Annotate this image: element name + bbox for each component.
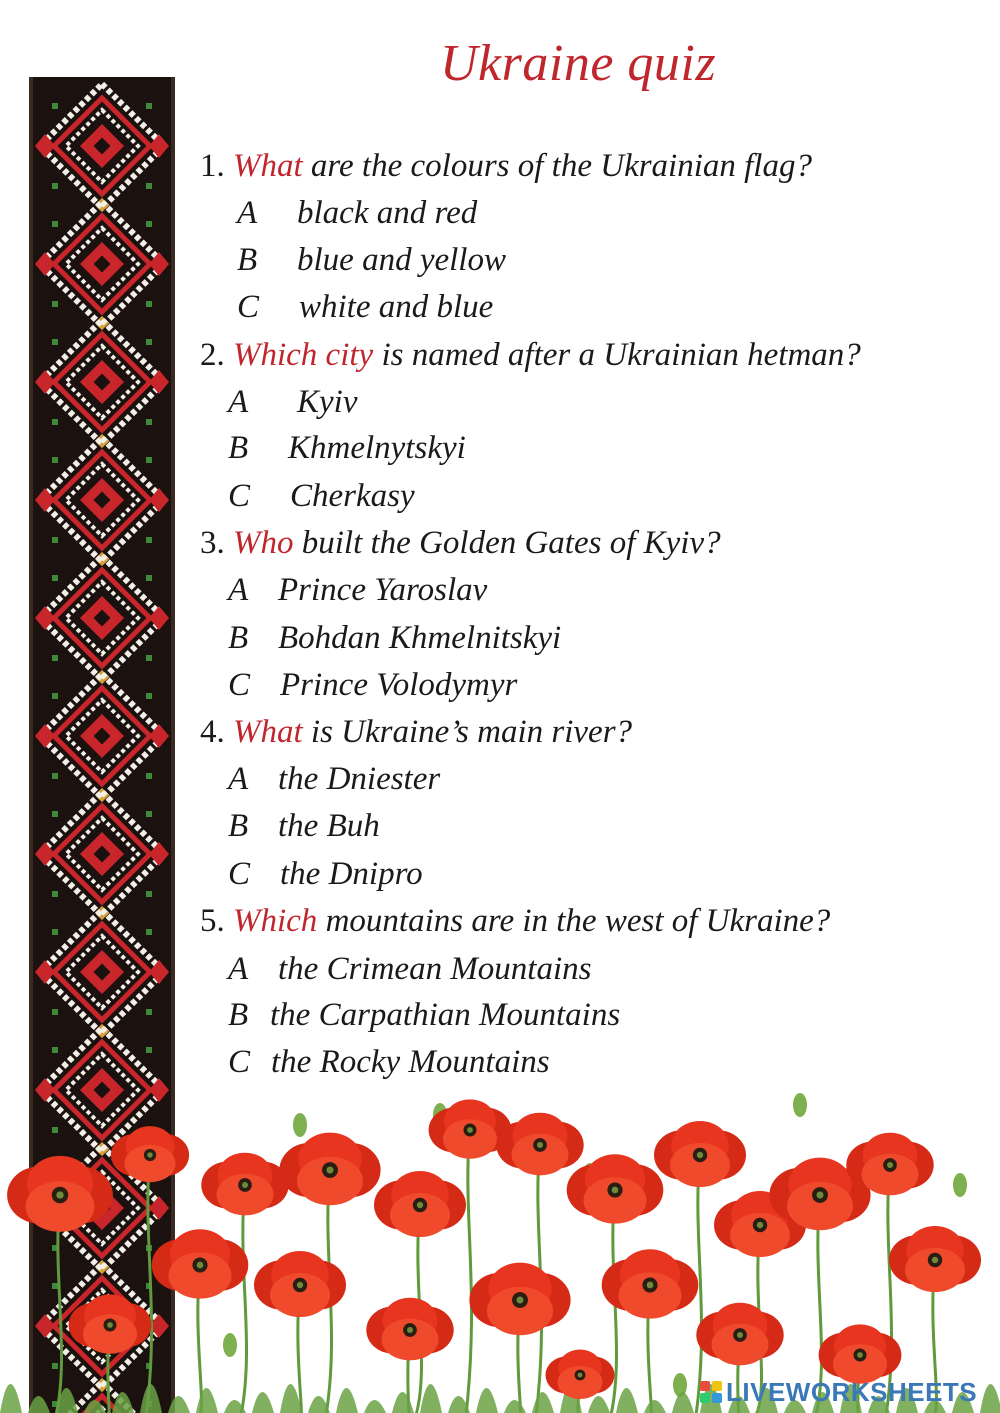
poppy-stem bbox=[241, 1185, 247, 1413]
question-text: is named after a Ukrainian hetman? bbox=[381, 337, 861, 373]
question-text: is Ukraine’s main river? bbox=[310, 714, 633, 750]
option-5c[interactable] bbox=[228, 1046, 550, 1079]
poppy-icon bbox=[654, 1121, 746, 1187]
poppy-icon bbox=[889, 1226, 981, 1292]
poppy-icon bbox=[366, 1298, 453, 1361]
question-3 bbox=[200, 527, 721, 560]
poppy-stem bbox=[466, 1130, 472, 1413]
option-letter: C bbox=[228, 478, 251, 514]
poppy-leaf bbox=[420, 1384, 442, 1413]
poppy-icon bbox=[374, 1171, 466, 1237]
question-1 bbox=[200, 150, 812, 183]
option-1c[interactable] bbox=[237, 291, 493, 324]
option-5b[interactable] bbox=[228, 999, 620, 1032]
option-text: the Rocky Mountains bbox=[271, 1044, 550, 1080]
option-letter: B bbox=[228, 430, 249, 466]
option-letter: A bbox=[228, 572, 249, 608]
option-text: the Carpathian Mountains bbox=[270, 997, 621, 1033]
poppy-icon bbox=[696, 1303, 783, 1366]
question-text: built the Golden Gates of Kyiv? bbox=[301, 525, 721, 561]
option-text: Prince Yaroslav bbox=[278, 572, 488, 608]
poppy-stem bbox=[146, 1155, 152, 1413]
question-number: 4. bbox=[200, 714, 225, 750]
option-letter: A bbox=[237, 195, 258, 231]
poppy-bud bbox=[223, 1333, 237, 1357]
poppy-leaf bbox=[476, 1388, 498, 1413]
question-keyword: What bbox=[233, 714, 303, 750]
option-text: the Dniester bbox=[278, 761, 441, 797]
poppy-icon bbox=[469, 1263, 570, 1336]
watermark-text: LIVEWORKSHEETS bbox=[726, 1376, 978, 1407]
poppy-leaf bbox=[84, 1400, 106, 1413]
page-title: Ukraine quiz bbox=[440, 35, 717, 92]
question-2 bbox=[200, 339, 861, 372]
option-text: blue and yellow bbox=[297, 242, 506, 278]
option-letter: B bbox=[228, 808, 249, 844]
poppy-icon bbox=[69, 1294, 152, 1353]
option-letter: C bbox=[237, 289, 260, 325]
poppy-icon bbox=[279, 1133, 380, 1206]
poppy-leaf bbox=[336, 1388, 358, 1413]
poppy-leaf bbox=[532, 1392, 554, 1413]
poppy-leaf bbox=[644, 1400, 666, 1413]
option-text: Khmelnytskyi bbox=[288, 430, 466, 466]
question-keyword: Which city bbox=[233, 337, 374, 373]
option-5a[interactable] bbox=[228, 953, 591, 986]
question-keyword: Who bbox=[233, 525, 294, 561]
question-text: are the colours of the Ukrainian flag? bbox=[310, 148, 812, 184]
poppy-leaf bbox=[504, 1400, 526, 1413]
option-text: the Buh bbox=[278, 808, 380, 844]
question-5 bbox=[200, 905, 830, 938]
option-2a[interactable] bbox=[228, 386, 357, 419]
option-3a[interactable] bbox=[228, 574, 487, 607]
option-letter: B bbox=[228, 997, 249, 1033]
option-letter: C bbox=[228, 1044, 251, 1080]
option-text: white and blue bbox=[299, 289, 494, 325]
option-4c[interactable] bbox=[228, 858, 423, 891]
option-letter: B bbox=[228, 620, 249, 656]
option-letter: B bbox=[237, 242, 258, 278]
option-1b[interactable] bbox=[237, 244, 506, 277]
poppy-leaf bbox=[392, 1392, 414, 1413]
option-letter: A bbox=[228, 384, 249, 420]
poppy-bud bbox=[953, 1173, 967, 1197]
poppy-leaf bbox=[980, 1384, 1000, 1413]
option-4a[interactable] bbox=[228, 763, 440, 796]
poppy-bud bbox=[793, 1093, 807, 1117]
poppy-leaf bbox=[140, 1384, 162, 1413]
option-text: Bohdan Khmelnitskyi bbox=[278, 620, 562, 656]
option-text: black and red bbox=[297, 195, 478, 231]
poppy-leaf bbox=[588, 1396, 610, 1413]
liveworksheets-logo-icon bbox=[700, 1381, 722, 1403]
question-number: 5. bbox=[200, 903, 225, 939]
poppy-icon bbox=[201, 1153, 288, 1216]
option-3c[interactable] bbox=[228, 669, 517, 702]
poppy-leaf bbox=[616, 1388, 638, 1413]
question-text: mountains are in the west of Ukraine? bbox=[325, 903, 831, 939]
poppy-icon bbox=[7, 1156, 113, 1232]
poppy-leaf bbox=[28, 1396, 50, 1413]
option-letter: C bbox=[228, 856, 251, 892]
option-2c[interactable] bbox=[228, 480, 415, 513]
question-number: 1. bbox=[200, 148, 225, 184]
poppy-icon bbox=[111, 1126, 189, 1182]
poppy-icon bbox=[546, 1350, 615, 1400]
option-1a[interactable] bbox=[237, 197, 477, 230]
poppy-leaf bbox=[252, 1392, 274, 1413]
option-4b[interactable] bbox=[228, 810, 380, 843]
option-2b[interactable] bbox=[228, 432, 466, 465]
option-letter: A bbox=[228, 951, 249, 987]
poppy-leaf bbox=[196, 1388, 218, 1413]
poppy-leaf bbox=[672, 1392, 694, 1413]
poppy-bud bbox=[293, 1113, 307, 1137]
question-keyword: Which bbox=[233, 903, 318, 939]
watermark bbox=[700, 1377, 977, 1407]
option-text: the Crimean Mountains bbox=[278, 951, 592, 987]
poppy-icon bbox=[567, 1154, 664, 1223]
option-letter: C bbox=[228, 667, 251, 703]
question-keyword: What bbox=[233, 148, 303, 184]
poppy-leaf bbox=[364, 1400, 386, 1413]
option-3b[interactable] bbox=[228, 622, 561, 655]
poppy-meadow bbox=[0, 1085, 1000, 1413]
option-text: Kyiv bbox=[297, 384, 358, 420]
question-number: 2. bbox=[200, 337, 225, 373]
poppy-leaf bbox=[168, 1396, 190, 1413]
option-text: Prince Volodymyr bbox=[280, 667, 518, 703]
question-number: 3. bbox=[200, 525, 225, 561]
option-text: the Dnipro bbox=[280, 856, 423, 892]
option-text: Cherkasy bbox=[290, 478, 415, 514]
poppy-icon bbox=[152, 1229, 249, 1298]
question-4 bbox=[200, 716, 632, 749]
option-letter: A bbox=[228, 761, 249, 797]
poppy-leaf bbox=[112, 1392, 134, 1413]
poppy-leaf bbox=[0, 1384, 22, 1413]
